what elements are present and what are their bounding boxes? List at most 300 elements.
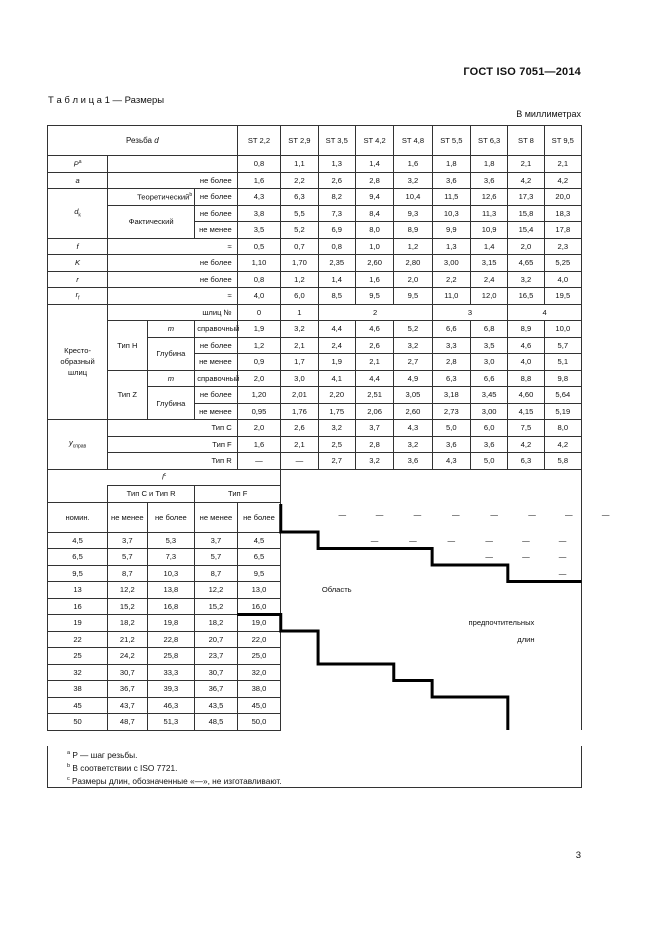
length-label bbox=[48, 469, 281, 486]
value-cell: 4,15 bbox=[508, 403, 544, 420]
value-cell: 1,10 bbox=[237, 255, 281, 272]
length-grid-cell: — bbox=[522, 535, 530, 545]
footnote-text: Размеры длин, обозначенные «—», не изготавливают. bbox=[69, 775, 282, 786]
length-max: 50,0 bbox=[237, 714, 281, 731]
recess-number: 3 bbox=[432, 304, 508, 321]
length-grid-cell bbox=[470, 582, 507, 599]
length-grid-cell bbox=[281, 598, 318, 615]
value-cell: 6,0 bbox=[281, 288, 318, 305]
length-grid-cell bbox=[508, 648, 544, 665]
value-cell: 2,1 bbox=[544, 156, 581, 173]
dk-theoretical-label bbox=[108, 189, 195, 206]
row-label-f bbox=[48, 238, 108, 255]
length-grid-cell: — bbox=[447, 535, 456, 545]
value-cell: 2,73 bbox=[432, 403, 470, 420]
min-header: не менее bbox=[195, 502, 238, 532]
length-max: 13,0 bbox=[237, 582, 281, 599]
value-cell: 3,2 bbox=[508, 271, 544, 288]
thread-size-header: ST 9,5 bbox=[544, 126, 581, 156]
length-grid-cell bbox=[544, 681, 581, 698]
value-cell: 1,3 bbox=[432, 238, 470, 255]
value-cell: — bbox=[237, 453, 281, 470]
row-note: Тип C bbox=[108, 420, 238, 437]
length-grid-cell bbox=[470, 681, 507, 698]
recess-number: 4 bbox=[508, 304, 582, 321]
value-cell: 3,5 bbox=[470, 337, 507, 354]
not-manufactured-dash: — bbox=[375, 510, 384, 519]
footnote-text: В соответствии с ISO 7721. bbox=[70, 762, 178, 773]
row-note: не более bbox=[108, 271, 238, 288]
value-cell: 6,6 bbox=[432, 321, 470, 338]
value-cell: 4,0 bbox=[237, 288, 281, 305]
length-max: 38,0 bbox=[237, 681, 281, 698]
value-cell: 4,6 bbox=[355, 321, 393, 338]
length-grid-cell bbox=[281, 631, 318, 648]
length-grid-cell bbox=[355, 549, 393, 566]
nominal-length: 32 bbox=[48, 664, 108, 681]
thread-header: Резьба d bbox=[48, 126, 238, 156]
recess-number: 0 bbox=[237, 304, 281, 321]
thread-size-header: ST 4,8 bbox=[394, 126, 432, 156]
table-row bbox=[48, 126, 582, 156]
table-row bbox=[48, 288, 582, 305]
value-cell: 1,76 bbox=[281, 403, 318, 420]
length-grid-cell bbox=[355, 615, 393, 632]
value-cell: 4,2 bbox=[544, 172, 581, 189]
nominal-header: номин. bbox=[48, 502, 108, 532]
value-cell: 3,5 bbox=[237, 222, 281, 239]
length-grid-cell bbox=[544, 598, 581, 615]
length-max: 19,0 bbox=[237, 615, 281, 632]
row-label-a: a bbox=[48, 172, 108, 189]
not-manufactured-dash: — bbox=[565, 510, 573, 519]
value-cell: 3,2 bbox=[394, 337, 432, 354]
length-grid-cell bbox=[432, 714, 470, 731]
length-max: 45,0 bbox=[237, 697, 281, 714]
length-max: 19,8 bbox=[147, 615, 195, 632]
value-cell: 9,4 bbox=[355, 189, 393, 206]
value-cell: 1,1 bbox=[281, 156, 318, 173]
nominal-length: 16 bbox=[48, 598, 108, 615]
value-cell: 1,2 bbox=[394, 238, 432, 255]
length-grid-cell bbox=[432, 582, 470, 599]
value-cell: 6,8 bbox=[470, 321, 507, 338]
length-grid-cell bbox=[394, 549, 432, 566]
length-grid-cell bbox=[318, 532, 355, 549]
length-max: 51,3 bbox=[147, 714, 195, 731]
length-grid-cell bbox=[432, 565, 470, 582]
table-row bbox=[48, 648, 582, 665]
length-grid-cell bbox=[318, 549, 355, 566]
value-cell: 15,8 bbox=[508, 205, 544, 222]
footnotes bbox=[47, 746, 582, 788]
length-grid-cell bbox=[470, 598, 507, 615]
length-grid-cell bbox=[281, 664, 318, 681]
symbol: r bbox=[76, 274, 79, 284]
value-cell: 6,3 bbox=[281, 189, 318, 206]
value-cell: 5,64 bbox=[544, 387, 581, 404]
length-grid-cell bbox=[355, 565, 393, 582]
length-grid-cell bbox=[355, 714, 393, 731]
value-cell: 8,2 bbox=[318, 189, 355, 206]
value-cell: 3,2 bbox=[394, 172, 432, 189]
symbol: l bbox=[162, 473, 164, 483]
value-cell: 6,3 bbox=[508, 453, 544, 470]
length-grid-cell bbox=[394, 697, 432, 714]
length-grid-cell bbox=[432, 664, 470, 681]
value-cell: 7,3 bbox=[318, 205, 355, 222]
row-label-r bbox=[48, 271, 108, 288]
length-grid-cell bbox=[281, 582, 318, 599]
value-cell: 3,6 bbox=[470, 172, 507, 189]
value-cell: 2,8 bbox=[355, 436, 393, 453]
value-cell: 1,4 bbox=[318, 271, 355, 288]
depth-label: Глубина bbox=[147, 337, 195, 370]
table-row bbox=[48, 420, 582, 437]
thread-size-header: ST 4,2 bbox=[355, 126, 393, 156]
value-cell: 2,60 bbox=[355, 255, 393, 272]
length-min: 18,2 bbox=[108, 615, 147, 632]
table-row bbox=[48, 598, 582, 615]
value-cell: 5,25 bbox=[544, 255, 581, 272]
length-grid-cell bbox=[394, 565, 432, 582]
thread-size-header: ST 3,5 bbox=[318, 126, 355, 156]
row-note: не более bbox=[195, 205, 238, 222]
value-cell: 0,9 bbox=[237, 354, 281, 371]
length-grid-cell: — bbox=[409, 535, 417, 545]
value-cell: 3,45 bbox=[470, 387, 507, 404]
length-max: 5,3 bbox=[147, 532, 195, 549]
value-cell: 3,00 bbox=[432, 255, 470, 272]
table-row bbox=[48, 205, 582, 222]
value-cell: 2,20 bbox=[318, 387, 355, 404]
length-grid-cell bbox=[508, 598, 544, 615]
length-max: 16,0 bbox=[237, 598, 281, 615]
length-grid-cell bbox=[432, 697, 470, 714]
value-cell: 4,60 bbox=[508, 387, 544, 404]
value-cell: 12,6 bbox=[470, 189, 507, 206]
length-grid-cell bbox=[394, 714, 432, 731]
length-max: 6,5 bbox=[237, 549, 281, 566]
value-cell: 3,7 bbox=[355, 420, 393, 437]
row-note: не более bbox=[195, 387, 238, 404]
length-min: 43,5 bbox=[195, 697, 238, 714]
row-label-y bbox=[48, 420, 108, 470]
length-grid-cell: — bbox=[485, 552, 493, 562]
value-cell: 0,8 bbox=[318, 238, 355, 255]
length-grid-cell bbox=[394, 598, 432, 615]
length-grid-cell bbox=[281, 615, 318, 632]
value-cell: 15,4 bbox=[508, 222, 544, 239]
nominal-length: 25 bbox=[48, 648, 108, 665]
max-header: не более bbox=[147, 502, 195, 532]
length-max: 4,5 bbox=[237, 532, 281, 549]
value-cell: 8,0 bbox=[355, 222, 393, 239]
length-grid-blank bbox=[281, 469, 582, 502]
value-cell: 2,60 bbox=[394, 403, 432, 420]
value-cell: 2,80 bbox=[394, 255, 432, 272]
value-cell: 3,18 bbox=[432, 387, 470, 404]
footnote-mark: c bbox=[163, 472, 167, 479]
length-grid-cell bbox=[318, 631, 355, 648]
length-grid-cell bbox=[470, 565, 507, 582]
value-cell: 4,65 bbox=[508, 255, 544, 272]
symbol: f bbox=[76, 241, 79, 251]
value-cell: 10,0 bbox=[544, 321, 581, 338]
value-cell: 8,8 bbox=[508, 370, 544, 387]
table-row bbox=[48, 238, 582, 255]
value-cell: 4,4 bbox=[355, 370, 393, 387]
symbol-subscript: f bbox=[78, 295, 80, 302]
recess-type-label: Тип Z bbox=[108, 370, 147, 420]
length-grid-cell bbox=[318, 598, 355, 615]
length-grid-cell bbox=[544, 615, 581, 632]
length-min: 36,7 bbox=[108, 681, 147, 698]
value-cell: 3,2 bbox=[281, 321, 318, 338]
value-cell: 1,75 bbox=[318, 403, 355, 420]
table-row bbox=[48, 714, 582, 731]
length-grid-cell bbox=[281, 714, 318, 731]
length-grid-cell: — bbox=[544, 532, 581, 549]
value-cell: 5,0 bbox=[470, 453, 507, 470]
value-cell: 3,15 bbox=[470, 255, 507, 272]
length-grid-cell bbox=[281, 549, 318, 566]
value-cell: 1,4 bbox=[470, 238, 507, 255]
theoretical-text: Теоретический bbox=[137, 192, 190, 202]
value-cell: 8,0 bbox=[544, 420, 581, 437]
table-row bbox=[48, 255, 582, 272]
table-row bbox=[48, 370, 582, 387]
footnote bbox=[67, 748, 581, 761]
length-grid-cell bbox=[432, 549, 470, 566]
value-cell: 1,6 bbox=[237, 436, 281, 453]
value-cell: 3,8 bbox=[237, 205, 281, 222]
type-f-header: Тип F bbox=[195, 486, 281, 503]
value-cell: 9,3 bbox=[394, 205, 432, 222]
length-max: 22,8 bbox=[147, 631, 195, 648]
length-grid-cell bbox=[355, 598, 393, 615]
region-label-preferred: предпочтительных bbox=[468, 618, 535, 628]
length-max: 33,3 bbox=[147, 664, 195, 681]
table-row bbox=[48, 631, 582, 648]
value-cell: 2,01 bbox=[281, 387, 318, 404]
not-manufactured-dash: — bbox=[601, 510, 610, 519]
row-note: ≈ bbox=[108, 238, 238, 255]
value-cell: 1,9 bbox=[237, 321, 281, 338]
recess-number: 2 bbox=[318, 304, 432, 321]
length-grid-cell bbox=[544, 714, 581, 731]
length-grid-cell bbox=[544, 631, 581, 648]
length-grid-cell bbox=[281, 532, 318, 549]
thread-size-header: ST 8 bbox=[508, 126, 544, 156]
value-cell: 17,8 bbox=[544, 222, 581, 239]
value-cell: 8,9 bbox=[508, 321, 544, 338]
not-manufactured-dash: — bbox=[338, 510, 347, 519]
length-min: 3,7 bbox=[195, 532, 238, 549]
length-grid-cell: — bbox=[544, 549, 581, 566]
value-cell: 8,9 bbox=[394, 222, 432, 239]
length-grid-cell bbox=[394, 664, 432, 681]
page-number: 3 bbox=[575, 850, 581, 861]
table-row bbox=[48, 189, 582, 206]
value-cell: 2,6 bbox=[318, 172, 355, 189]
footnote-mark: b bbox=[189, 191, 193, 198]
value-cell: 10,3 bbox=[432, 205, 470, 222]
value-cell: 9,9 bbox=[432, 222, 470, 239]
length-min: 48,5 bbox=[195, 714, 238, 731]
depth-label: Глубина bbox=[147, 387, 195, 420]
not-manufactured-dash: — bbox=[490, 510, 498, 519]
value-cell: 19,5 bbox=[544, 288, 581, 305]
length-grid-cell bbox=[394, 648, 432, 665]
length-grid-cell bbox=[508, 681, 544, 698]
row-note: не более bbox=[195, 189, 238, 206]
value-cell: 5,1 bbox=[544, 354, 581, 371]
value-cell: 2,8 bbox=[432, 354, 470, 371]
length-min: 12,2 bbox=[108, 582, 147, 599]
value-cell: 2,0 bbox=[237, 370, 281, 387]
length-grid-cell bbox=[508, 714, 544, 731]
value-cell: 1,0 bbox=[355, 238, 393, 255]
type-cr-header: Тип C и Тип R bbox=[108, 486, 195, 503]
not-manufactured-dash: — bbox=[451, 510, 460, 519]
symbol-subscript: справ bbox=[72, 444, 87, 450]
value-cell: 5,7 bbox=[544, 337, 581, 354]
length-grid-cell: — bbox=[544, 565, 581, 582]
length-blank bbox=[281, 502, 610, 532]
length-max: 16,8 bbox=[147, 598, 195, 615]
value-cell: 5,5 bbox=[281, 205, 318, 222]
length-min: 30,7 bbox=[108, 664, 147, 681]
max-header: не более bbox=[237, 502, 281, 532]
value-cell: 2,7 bbox=[394, 354, 432, 371]
length-grid-cell bbox=[432, 615, 470, 632]
length-grid-cell bbox=[544, 697, 581, 714]
value-cell: 2,0 bbox=[394, 271, 432, 288]
value-cell: 4,3 bbox=[394, 420, 432, 437]
value-cell: 6,6 bbox=[470, 370, 507, 387]
min-header: не менее bbox=[108, 502, 147, 532]
value-cell: 20,0 bbox=[544, 189, 581, 206]
value-cell: 0,8 bbox=[237, 156, 281, 173]
length-grid-cell bbox=[470, 648, 507, 665]
length-grid-cell: — bbox=[485, 535, 493, 545]
value-cell: 18,3 bbox=[544, 205, 581, 222]
not-manufactured-dash: — bbox=[528, 510, 536, 519]
table-row bbox=[48, 549, 582, 566]
length-min: 18,2 bbox=[195, 615, 238, 632]
length-grid-cell bbox=[432, 681, 470, 698]
value-cell: 4,2 bbox=[544, 436, 581, 453]
row-note bbox=[108, 156, 238, 173]
length-max: 22,0 bbox=[237, 631, 281, 648]
table-row bbox=[48, 532, 582, 549]
table-caption: Т а б л и ц а 1 — Размеры bbox=[48, 95, 165, 106]
value-cell: 1,8 bbox=[432, 156, 470, 173]
table-row bbox=[48, 681, 582, 698]
value-cell: 4,2 bbox=[508, 172, 544, 189]
value-cell: 2,51 bbox=[355, 387, 393, 404]
dk-actual-label: Фактический bbox=[108, 205, 195, 238]
standard-designation: ГОСТ ISO 7051—2014 bbox=[463, 66, 581, 78]
length-min: 43,7 bbox=[108, 697, 147, 714]
value-cell: 11,0 bbox=[432, 288, 470, 305]
table-row bbox=[48, 304, 582, 321]
value-cell: 3,6 bbox=[432, 172, 470, 189]
value-cell: 2,1 bbox=[355, 354, 393, 371]
symbol: K bbox=[75, 258, 81, 268]
length-min: 48,7 bbox=[108, 714, 147, 731]
region-label-lengths: длин bbox=[517, 634, 535, 644]
m-label: m bbox=[147, 370, 195, 387]
footnote-text: P — шаг резьбы. bbox=[70, 749, 138, 760]
row-label-dk bbox=[48, 189, 108, 239]
table-row bbox=[48, 172, 582, 189]
value-cell: 9,5 bbox=[394, 288, 432, 305]
length-grid-cell bbox=[432, 598, 470, 615]
symbol: P bbox=[73, 159, 79, 169]
row-label-rf bbox=[48, 288, 108, 305]
table-row bbox=[48, 436, 582, 453]
value-cell: 2,3 bbox=[544, 238, 581, 255]
value-cell: 6,9 bbox=[318, 222, 355, 239]
length-grid-cell bbox=[394, 615, 432, 632]
length-min: 30,7 bbox=[195, 664, 238, 681]
value-cell: 2,1 bbox=[508, 156, 544, 173]
recess-type-label: Тип H bbox=[108, 321, 147, 371]
length-grid-cell bbox=[544, 648, 581, 665]
length-max: 10,3 bbox=[147, 565, 195, 582]
nominal-length: 19 bbox=[48, 615, 108, 632]
value-cell: 2,0 bbox=[237, 420, 281, 437]
length-grid-cell bbox=[318, 664, 355, 681]
value-cell: 1,3 bbox=[318, 156, 355, 173]
row-note: не более bbox=[108, 172, 238, 189]
length-grid-cell bbox=[394, 681, 432, 698]
table-row bbox=[48, 582, 582, 599]
value-cell: 2,7 bbox=[318, 453, 355, 470]
length-min: 36,7 bbox=[195, 681, 238, 698]
thread-size-header: ST 5,5 bbox=[432, 126, 470, 156]
value-cell: 4,0 bbox=[508, 354, 544, 371]
value-cell: 0,5 bbox=[237, 238, 281, 255]
value-cell: 4,9 bbox=[394, 370, 432, 387]
footnote bbox=[67, 774, 581, 787]
value-cell: 3,00 bbox=[470, 403, 507, 420]
length-grid-cell bbox=[318, 681, 355, 698]
reference-note: справочный bbox=[195, 321, 238, 338]
length-grid-cell bbox=[394, 582, 432, 599]
length-grid-cell bbox=[470, 697, 507, 714]
row-note: не более bbox=[195, 337, 238, 354]
length-min: 12,2 bbox=[195, 582, 238, 599]
value-cell: 2,0 bbox=[508, 238, 544, 255]
footnote-mark: a bbox=[78, 158, 82, 165]
value-cell: 5,2 bbox=[281, 222, 318, 239]
length-grid-cell: — bbox=[522, 552, 530, 562]
length-grid-cell bbox=[544, 664, 581, 681]
value-cell: 2,35 bbox=[318, 255, 355, 272]
row-note: ≈ bbox=[108, 288, 238, 305]
table-row bbox=[48, 156, 582, 173]
value-cell: 5,19 bbox=[544, 403, 581, 420]
length-grid-cell bbox=[470, 631, 507, 648]
dimensions-table bbox=[47, 125, 610, 731]
footnote-mark: b bbox=[67, 762, 71, 769]
length-min: 3,7 bbox=[108, 532, 147, 549]
value-cell: 1,6 bbox=[394, 156, 432, 173]
length-max: 39,3 bbox=[147, 681, 195, 698]
